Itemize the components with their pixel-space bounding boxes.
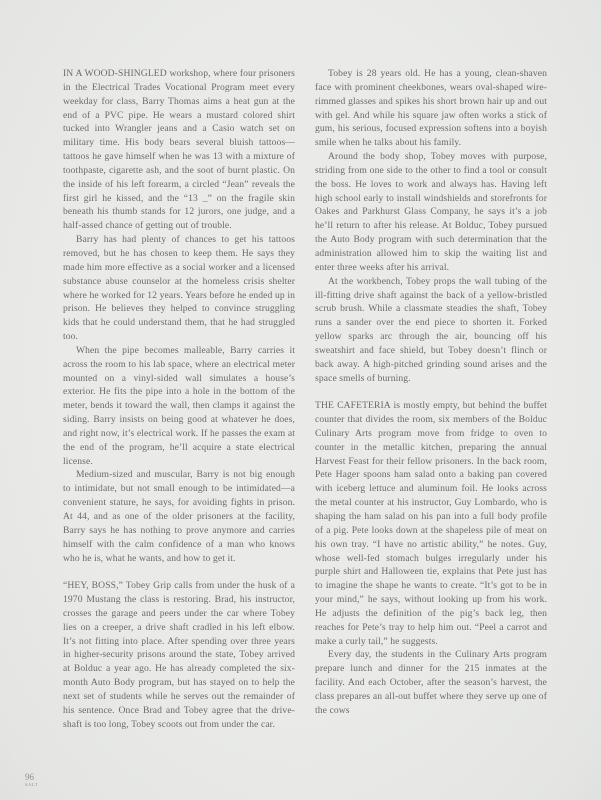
paragraph: Every day, the students in the Culinary Arts program prepare lunch and dinner for the 215 inmates at the facility. And each October, after the season’s harvest, the class prepares an all-out buffet where they serve up one of the cows bbox=[315, 649, 547, 716]
paragraph: Tobey is 28 years old. He has a young, clean-shaven face with prominent cheekbones, wears oval-shaped wire-rimmed glasses and spikes his short brown hair up and out with gel. And while his square jaw often works a stick of gum, his serious, focused expression softens into a boyish smile when he talks about his family. bbox=[315, 68, 547, 149]
paragraph: Around the body shop, Tobey moves with purpose, striding from one side to the other to find a tool or consult the boss. He loves to work and always has. Having left high school early to install windshields and storefronts for Oakes and Parkhurst Glass Company, he says it’s a job he’ll return to after his release. At Bolduc, Tobey pursued the Auto Body program with such determination that the administration allowed him to skip the waiting list and enter three weeks after his arrival. bbox=[315, 151, 547, 273]
paragraph: IN A WOOD-SHINGLED workshop, where four prisoners in the Electrical Trades Vocational Program meet every weekday for class, Barry Thomas aims a heat gun at the end of a PVC pipe. He wears a mustard colored shirt tucked into Wrangler jeans and a Casio watch set on military time. His body bears several bluish tattoos—tattoos he gave himself when he was 13 with a mixture of toothpaste, cigarette ash, and the soot of burnt plastic. On the inside of his left forearm, a circled “Jean” reveals the first girl he kissed, and the “13 _” on the fragile skin beneath his thumb stands for 12 jurors, one judge, and a half-assed chance of getting out of trouble. bbox=[63, 68, 295, 232]
paragraph: THE CAFETERIA is mostly empty, but behind the buffet counter that divides the room, six members of the Bolduc Culinary Arts program move from fridge to oven to counter in the metallic kitchen, preparing the annual Harvest Feast for their fellow prisoners. In the back room, Pete Hager spoons ham salad onto a baking pan covered with iceberg lettuce and aluminum foil. He looks across the metal counter at his instructor, Guy Lombardo, who is shaping the ham salad on his pan into a full body profile of a pig. Pete looks down at the shapeless pile of meat on his own tray. “I have no artistic ability,” he notes. Guy, whose well-fed stomach bulges irregularly under his purple shirt and Halloween tie, explains that Pete just has to imagine the shape he wants to create. “It’s got to be in your mind,” he says, without looking up from his work. He adjusts the definition of the pig’s back leg, then reaches for Pete’s tray to help him out. “Peel a carrot and make a curly tail,” he suggests. bbox=[315, 400, 547, 647]
imprint-label: SALT bbox=[25, 782, 39, 787]
text-columns bbox=[63, 67, 547, 732]
paragraph: When the pipe becomes malleable, Barry carries it across the room to his lab space, where an electrical meter mounted on a vinyl-sided wall simulates a house’s exterior. He fits the pipe into a hole in the bottom of the meter, bends it toward the wall, then clamps it against the siding. Barry insists on being good at whatever he does, and right now, it’s electrical work. If he passes the exam at the end of the program, he’ll acquire a state electrical license. bbox=[63, 344, 295, 467]
page-number: 96 bbox=[25, 772, 34, 782]
left-column bbox=[63, 67, 295, 732]
paragraph: At the workbench, Tobey props the wall tubing of the ill-fitting drive shaft against the back of a yellow-bristled scrub brush. While a classmate steadies the shaft, Tobey runs a sander over the end piece to shorten it. Forked yellow sparks arc through the air, bouncing off his sweatshirt and face shield, but Tobey doesn’t flinch or back away. A high-pitched grinding sound arises and the space smells of burning. bbox=[315, 275, 547, 384]
paragraph: Barry has had plenty of chances to get his tattoos removed, but he has chosen to keep them. He says they made him more effective as a social worker and a licensed substance abuse counselor at the homeless crisis shelter where he worked for 12 years. Years before he ended up in prison. He believes they helped to convince struggling kids that he could understand them, that he had struggled too. bbox=[63, 234, 295, 343]
page-footer bbox=[25, 773, 38, 788]
paragraph: “HEY, BOSS,” Tobey Grip calls from under the husk of a 1970 Mustang the class is restoring. Brad, his instructor, crosses the garage and peers under the car where Tobey lies on a creeper, a drive shaft cradled in his left elbow. It’s not fitting into place. After spending over three years in higher-security prisons around the state, Tobey arrived at Bolduc a year ago. He has already completed the six-month Auto Body program, but has stayed on to help the next set of students while he serves out the remainder of his sentence. Once Brad and Tobey agree that the drive-shaft is too long, Tobey scoots out from under the car. bbox=[63, 580, 295, 730]
right-column bbox=[315, 67, 547, 732]
paragraph: Medium-sized and muscular, Barry is not big enough to intimidate, but not small enough to be intimidated—a convenient stature, he says, for avoiding fights in prison. At 44, and as one of the older prisoners at the facility, Barry says he has nothing to prove anymore and carries himself with the calm confidence of a man who knows who he is, what he wants, and how to get it. bbox=[63, 469, 295, 564]
